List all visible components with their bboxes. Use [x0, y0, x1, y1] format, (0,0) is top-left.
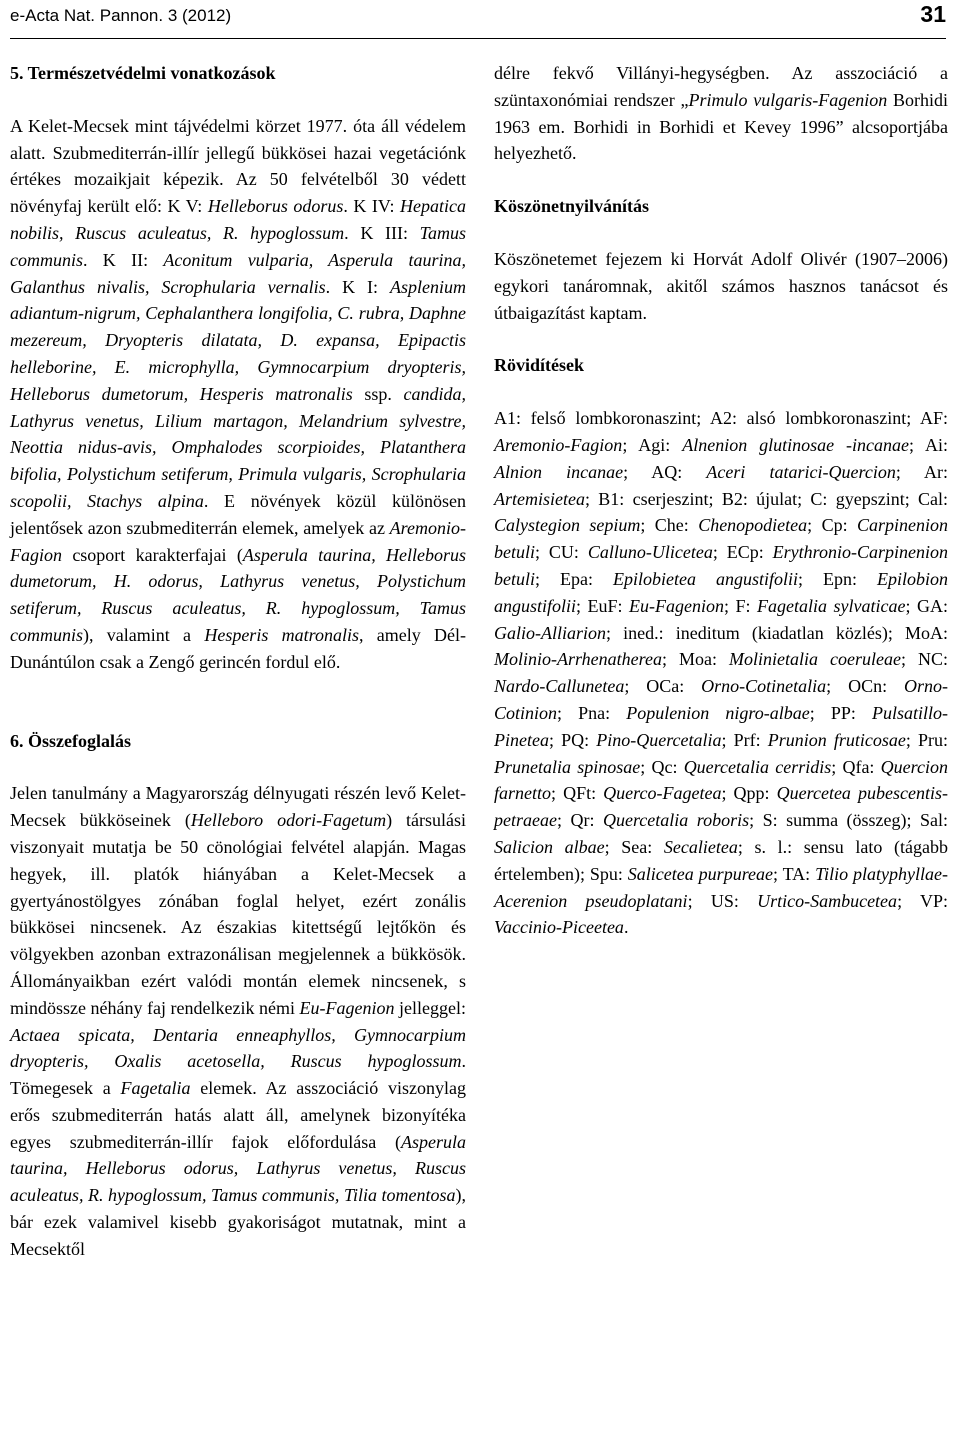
journal-citation: e-Acta Nat. Pannon. 3 (2012) [10, 6, 232, 25]
page-number: 31 [920, 1, 946, 27]
section-5-body: A Kelet-Mecsek mint tájvédelmi körzet 1977. óta áll védelem alatt. Szubmediterrán-illír jellegű bükkösei hazai vegetációnk értékes mozaikjait képezik. Az 50 felvételből 30 védett növényfaj került elő: K V: Helleborus odorus. K IV: Hepatica nobilis, Ruscus aculeatus, R. hypoglossum. K III: Tamus communis. K II: Aconitum vulparia, Asperula taurina, Galanthus nivalis, Scrophularia vernalis. K I: Asplenium adiantum-nigrum, Cephalanthera longifolia, C. rubra, Daphne mezereum, Dryopteris dilatata, D. expansa, Epipactis helleborine, E. microphylla, Gymnocarpium dryopteris, Helleborus dumetorum, Hesperis matronalis ssp. candida, Lathyrus venetus, Lilium martagon, Melandrium sylvestre, Neottia nidus-avis, Omphalodes scorpioides, Platanthera bifolia, Polystichum setiferum, Primula vulgaris, Scrophularia scopolii, Stachys alpina. E növények közül különösen jelentősek azon szubmediterrán elemek, amelyek az Aremonio-Fagion csoport karakterfajai (Asperula taurina, Helleborus dumetorum, H. odorus, Lathyrus venetus, Polystichum setiferum, Ruscus aculeatus, R. hypoglossum, Tamus communis), valamint a Hesperis matronalis, amely Dél-Dunántúlon csak a Zengő gerincén fordul elő. [10, 115, 467, 672]
section-5-title: 5. Természetvédelmi vonatkozások [10, 63, 276, 83]
abbreviations-body: A1: felső lombkoronaszint; A2: alsó lombkoronaszint; AF: Aremonio-Fagion; Agi: Alnenion glutinosae -incanae; Ai: Alnion incanae; AQ: Aceri tatarici-Quercion; Ar: Artemisietea; B1: cserjeszint; B2: újulat; C: gyepszint; Cal: Calystegion sepium; Che: Chenopodietea; Cp: Carpinenion betuli; CU: Calluno-Ulicetea; ECp: Erythronio-Carpinenion betuli; Epa: Epilobietea angustifolii; Epn: Epilobion angustifolii; EuF: Eu-Fagenion; F: Fagetalia sylvaticae; GA: Galio-Alliarion; ined.: ineditum (kiadatlan közlés); MoA: Molinio-Arrhenatherea; Moa: Molinietalia coeruleae; NC: Nardo-Callunetea; OCa: Orno-Cotinetalia; OCn: Orno-Cotinion; Pna: Populenion nigro-albae; PP: Pulsatillo-Pinetea; PQ: Pino-Quercetalia; Prf: Prunion fruticosae; Pru: Prunetalia spinosae; Qc: Quercetalia cerridis; Qfa: Quercion farnetto; QFt: Querco-Fagetea; Qpp: Quercetea pubescentis-petraeae; Qr: Quercetalia roboris; S: summa (összeg); Sal: Salicion albae; Sea: Secalietea; s. l.: sensu lato (tágabb értelemben); Spu: Salicetea purpureae; TA: Tilio platyphyllae-Acerenion pseudoplatani; US: Urtico-Sambucetea; VP: Vaccinio-Piceetea. [494, 408, 949, 938]
right-column [494, 60, 948, 941]
acknowledgement-title: Köszönetnyilvánítás [494, 196, 650, 217]
acknowledgement-body: Köszönetemet fejezem ki Horvát Adolf Olivér (1907–2006) egykori tanáromnak, akitől számos hasznos tanácsot és útbaigazítást kaptam. [494, 248, 948, 323]
section-6-title: 6. Összefoglalás [10, 730, 131, 751]
page-header [10, 0, 946, 39]
section-6-body: Jelen tanulmány a Magyarország délnyugati részén levő Kelet-Mecsek bükköseinek (Helleboro odori-Fagetum) társulási viszonyait mutatja be 50 cönológiai felvétel alapján. Magas hegyek, ill. platók hiányában a Kelet-Mecsek a gyertyánostölgyes zónában foglal helyet, ezért zonális bükkösei nincsenek. Az északias kitettségű lejtőkön és völgyekben azonban extrazonálisan megjelennek a bükkösök. Állományaikban ezért valódi montán elemek nincsenek, s mindössze néhány faj rendelkezik némi Eu-Fagenion jelleggel: Actaea spicata, Dentaria enneaphyllos, Gymnocarpium dryopteris, Oxalis acetosella, Ruscus hypoglossum. Tömegesek a Fagetalia elemek. Az asszociáció viszonylag erős szubmediterrán hatás alatt áll, amelynek bizonyítéka egyes szubmediterrán-illír fajok előfordulása (Asperula taurina, Helleborus odorus, Lathyrus venetus, Ruscus aculeatus, R. hypoglossum, Tamus communis, Tilia tomentosa), bár ezek valamivel kisebb gyakoriságot mutatnak, mint a Mecsektől [10, 783, 466, 1259]
abbreviations-title: Rövidítések [494, 355, 584, 376]
summary-continuation: délre fekvő Villányi-hegységben. Az asszociáció a szüntaxonómiai rendszer „Primulo vulgaris-Fagenion Borhidi 1963 em. Borhidi in Borhidi et Kevey 1996” alcsoportjába helyezhető. [494, 63, 948, 164]
left-column [10, 60, 466, 1263]
